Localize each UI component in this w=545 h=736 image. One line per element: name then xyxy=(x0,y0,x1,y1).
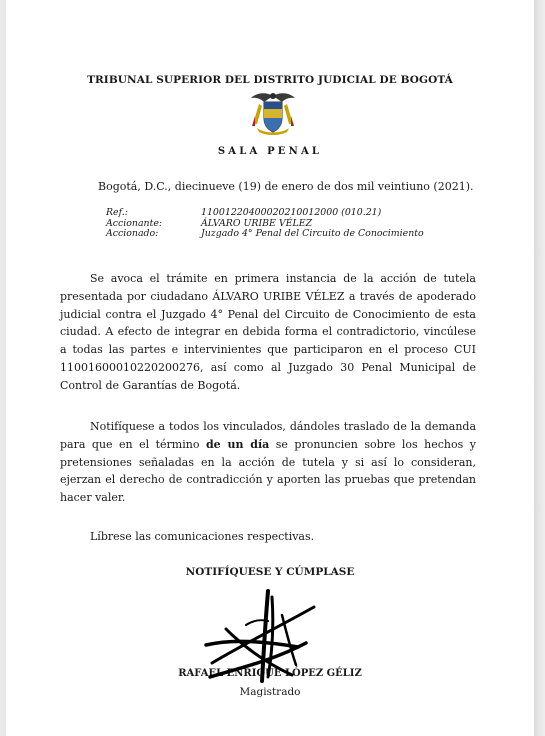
chamber-heading: SALA PENAL xyxy=(217,146,323,157)
paragraph-emphasis: de un día xyxy=(205,437,270,451)
reference-label: Accionado: xyxy=(106,228,159,239)
reference-value: 11001220400020210012000 (010.21) xyxy=(201,207,382,218)
reference-row xyxy=(106,208,424,219)
paragraph-admission: Se avoca el trámite en primera instancia de la acción de tutela presentada por ciudadano ÁLVARO URIBE VÉLEZ a través de apoderado judicial contra el Juzgado 4° Penal del Circuito de Conocimiento de esta ciudad. A efecto de integrar en debida forma el contradictorio, vincúlese a todas las partes e intervinientes que participaron en el proceso CUI 11001600010220200276, así como al Juzgado 30 Penal Municipal de Control de Garantías de Bogotá. xyxy=(60,272,476,392)
reference-value: ÁLVARO URIBE VÉLEZ xyxy=(201,217,313,229)
reference-label: Accionante: xyxy=(106,217,163,229)
reference-block xyxy=(106,208,424,240)
viewer-margin xyxy=(534,0,545,736)
court-heading: TRIBUNAL SUPERIOR DEL DISTRITO JUDICIAL DE BOGOTÁ xyxy=(87,74,453,86)
closing-formula: NOTIFÍQUESE Y CÚMPLASE xyxy=(185,566,355,578)
date-line: Bogotá, D.C., diecinueve (19) de enero de dos mil veintiuno (2021). xyxy=(98,180,474,193)
reference-row xyxy=(106,229,424,240)
reference-value: Juzgado 4° Penal del Circuito de Conocimiento xyxy=(201,228,424,239)
colombia-coat-of-arms-icon xyxy=(249,90,297,136)
paragraph-text: Notifíquese a todos los vinculados, dándoles traslado de la demanda para que en el término xyxy=(60,420,476,451)
signer-name: RAFAEL ENRIQUE LÓPEZ GÉLIZ xyxy=(178,668,362,679)
signer-title: Magistrado xyxy=(239,686,301,698)
paragraph-communications: Líbrese las comunicaciones respectivas. xyxy=(90,530,315,543)
document-page xyxy=(6,0,534,736)
paragraph-notification xyxy=(60,418,476,507)
handwritten-signature xyxy=(202,585,324,685)
reference-label: Ref.: xyxy=(106,207,128,218)
paragraph-text: se pronuncien sobre los hechos y pretensiones señaladas en la acción de tutela y si así lo consideran, ejerzan el derecho de contradicción y aporten las pruebas que pretendan hacer valer. xyxy=(60,437,476,505)
